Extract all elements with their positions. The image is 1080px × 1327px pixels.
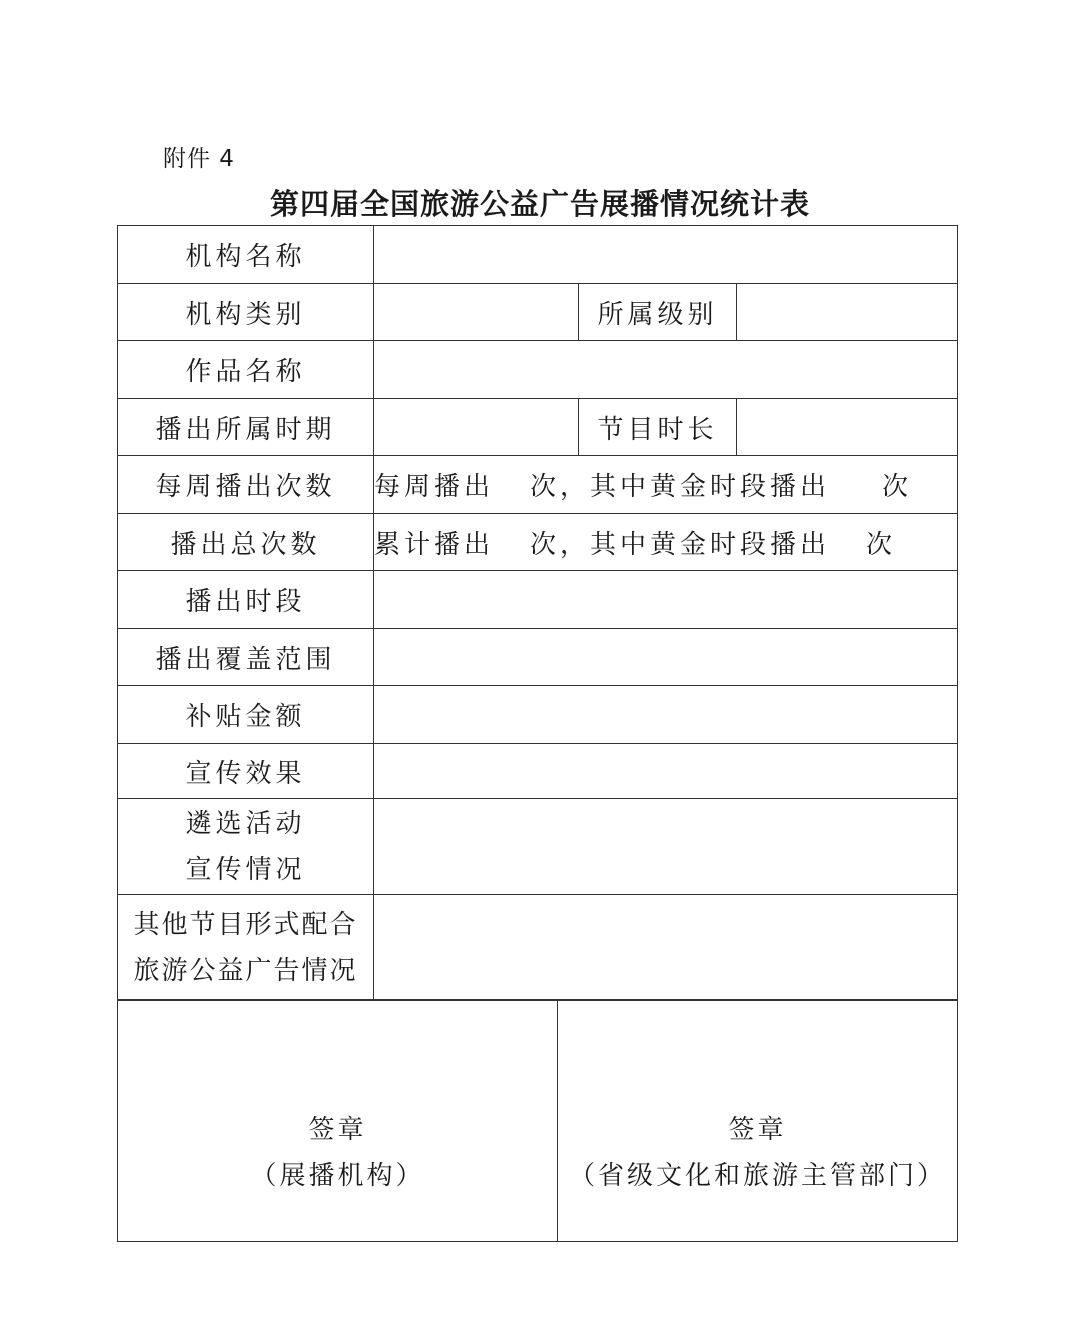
- label-selection: [118, 799, 374, 895]
- label-selection-line1: 遴选活动: [185, 808, 306, 839]
- input-coverage[interactable]: [374, 629, 958, 686]
- total-text-b: 次，其中黄金时段播出: [530, 529, 831, 560]
- label-broadcast-period: 播出所属时期: [118, 399, 374, 456]
- label-org-name: 机构名称: [118, 226, 374, 284]
- row-org-name: [118, 226, 958, 284]
- row-other: [118, 895, 958, 1001]
- input-effect[interactable]: [374, 744, 958, 799]
- row-coverage: [118, 629, 958, 686]
- label-other-line1: 其他节目形式配合: [133, 909, 358, 940]
- label-coverage: 播出覆盖范围: [118, 629, 374, 686]
- row-total-count: [118, 514, 958, 571]
- row-selection: [118, 799, 958, 895]
- row-work-name: [118, 341, 958, 399]
- page-title: 第四届全国旅游公益广告展播情况统计表: [269, 187, 810, 221]
- weekly-text-a: 每周播出: [374, 472, 495, 502]
- input-other[interactable]: [374, 895, 958, 1001]
- signature-right-org: （省级文化和旅游主管部门）: [568, 1161, 946, 1191]
- total-text-a: 累计播出: [374, 529, 495, 560]
- input-weekly-count[interactable]: [374, 456, 958, 514]
- weekly-text-b: 次，其中黄金时段播出: [530, 472, 831, 502]
- input-org-name[interactable]: [374, 226, 958, 284]
- signature-broadcaster[interactable]: [118, 1000, 558, 1242]
- input-subsidy[interactable]: [374, 686, 958, 744]
- label-broadcast-slot: 播出时段: [118, 571, 374, 629]
- signature-left-title: 签章: [308, 1115, 367, 1145]
- input-broadcast-period[interactable]: [374, 399, 579, 456]
- label-weekly-count: 每周播出次数: [118, 456, 374, 514]
- signature-left-org: （展播机构）: [250, 1161, 425, 1191]
- label-effect: 宣传效果: [118, 744, 374, 799]
- label-program-length: 节目时长: [579, 399, 737, 456]
- row-broadcast-slot: [118, 571, 958, 629]
- signature-table: [117, 999, 958, 1242]
- label-subsidy: 补贴金额: [118, 686, 374, 744]
- total-text-c: 次: [866, 529, 897, 560]
- label-level: 所属级别: [579, 284, 737, 341]
- row-subsidy: [118, 686, 958, 744]
- input-level[interactable]: [737, 284, 958, 341]
- input-org-type[interactable]: [374, 284, 579, 341]
- input-work-name[interactable]: [374, 341, 958, 399]
- label-total-count: 播出总次数: [118, 514, 374, 571]
- attachment-label: 附件 4: [163, 146, 235, 172]
- statistics-form-table: [117, 225, 958, 1001]
- signature-authority[interactable]: [558, 1000, 958, 1242]
- input-broadcast-slot[interactable]: [374, 571, 958, 629]
- label-other: [118, 895, 374, 1001]
- label-org-type: 机构类别: [118, 284, 374, 341]
- label-selection-line2: 宣传情况: [185, 854, 306, 885]
- input-selection[interactable]: [374, 799, 958, 895]
- row-broadcast-period: [118, 399, 958, 456]
- input-total-count[interactable]: [374, 514, 958, 571]
- input-program-length[interactable]: [737, 399, 958, 456]
- weekly-text-c: 次: [882, 472, 913, 502]
- signature-right-title: 签章: [728, 1115, 787, 1145]
- row-effect: [118, 744, 958, 799]
- row-org-type: [118, 284, 958, 341]
- label-work-name: 作品名称: [118, 341, 374, 399]
- label-other-line2: 旅游公益广告情况: [133, 955, 358, 986]
- row-weekly-count: [118, 456, 958, 514]
